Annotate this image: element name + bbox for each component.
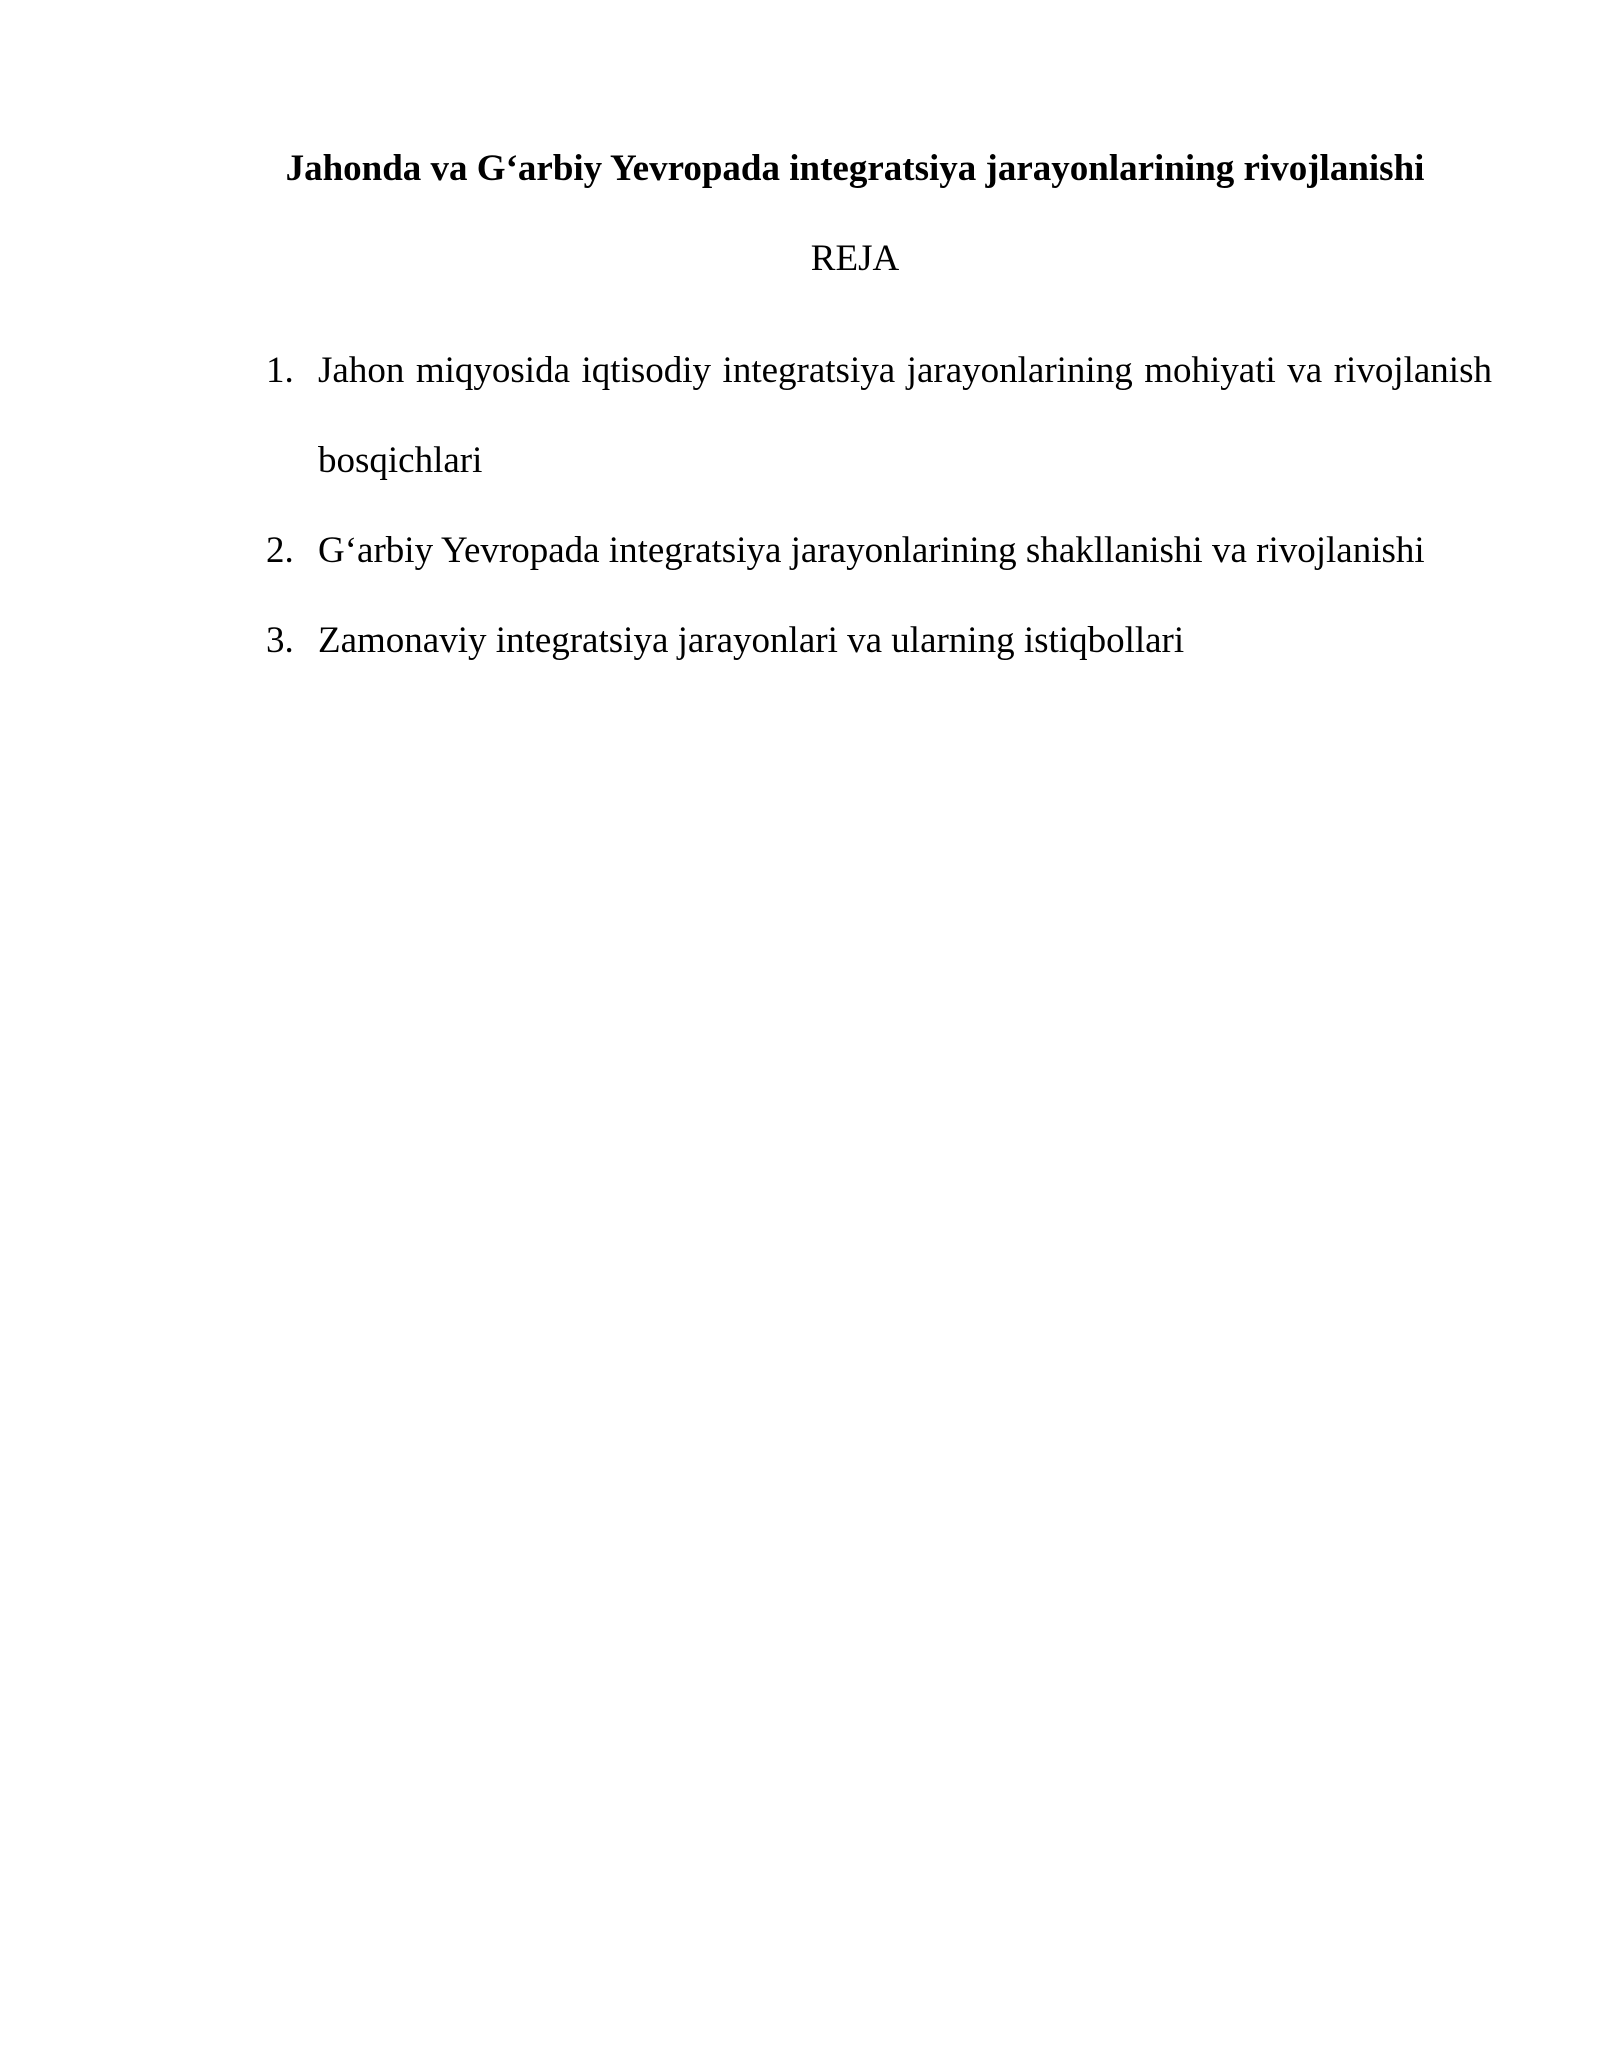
plan-heading: REJA <box>810 238 900 279</box>
plan-list <box>262 326 1492 686</box>
plan-item-text: Jahon miqyosida iqtisodiy integratsiya jarayonlarining mohiyati va rivojlanish bosqichlari <box>318 350 1492 481</box>
plan-item-text: G‘arbiy Yevropada integratsiya jarayonlarining shakllanishi va rivojlanishi <box>318 530 1425 571</box>
plan-item-2 <box>262 506 1492 596</box>
plan-item-1 <box>262 326 1492 506</box>
plan-item-number: 2. <box>266 530 294 571</box>
plan-item-3 <box>262 596 1492 686</box>
plan-item-number: 1. <box>266 350 294 391</box>
plan-item-text: Zamonaviy integratsiya jarayonlari va ularning istiqbollari <box>318 620 1185 661</box>
plan-item-number: 3. <box>266 620 294 661</box>
document-title: Jahonda va G‘arbiy Yevropada integratsiya jarayonlarining rivojlanishi <box>285 148 1425 189</box>
